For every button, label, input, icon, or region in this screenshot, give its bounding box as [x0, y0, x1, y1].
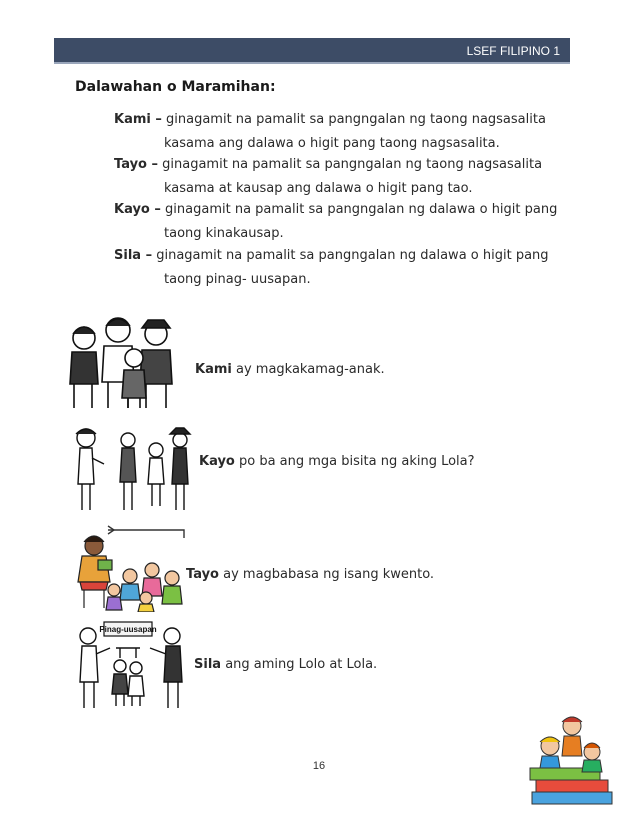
example-sila-pronoun: Sila	[194, 657, 222, 672]
family-group-illustration	[68, 312, 174, 410]
example-tayo-text: ay magbabasa ng isang kwento.	[218, 567, 435, 582]
visitors-illustration	[70, 424, 196, 514]
definition-kayo	[114, 202, 557, 217]
term-kayo: Kayo –	[114, 202, 161, 217]
term-tayo: Tayo –	[114, 157, 158, 172]
example-kami-pronoun: Kami	[195, 362, 232, 377]
storytelling-illustration	[68, 520, 190, 612]
example-kami-text: ay magkakamag-anak.	[231, 362, 385, 377]
example-sila-text: ang aming Lolo at Lola.	[221, 657, 378, 672]
page-number: 16	[312, 760, 326, 772]
definition-sila-line1: ginagamit na pamalit sa pangngalan ng dalawa o higit pang	[156, 248, 549, 263]
example-kayo-text: po ba ang mga bisita ng aking Lola?	[234, 454, 475, 469]
definition-kami	[114, 112, 546, 127]
example-kami	[195, 362, 385, 377]
example-tayo-pronoun: Tayo	[186, 567, 219, 582]
definition-kayo-line1: ginagamit na pamalit sa pangngalan ng dalawa o higit pang	[165, 202, 558, 217]
term-kami: Kami –	[114, 112, 162, 127]
definition-sila-line2: taong pinag- uusapan.	[164, 272, 311, 287]
sign-label: Pinag-uusapan	[99, 625, 157, 634]
definition-sila	[114, 248, 549, 263]
definition-tayo-line2: kasama at kausap ang dalawa o higit pang tao.	[164, 181, 473, 196]
definition-kami-line2: kasama ang dalawa o higit pang taong nagsasalita.	[164, 136, 500, 151]
section-title: Dalawahan o Maramihan:	[75, 79, 276, 95]
talked-about-illustration	[76, 618, 188, 710]
definition-tayo	[114, 157, 542, 172]
example-kayo-pronoun: Kayo	[199, 454, 235, 469]
definition-kami-line1: ginagamit na pamalit sa pangngalan ng taong nagsasalita	[166, 112, 546, 127]
example-tayo	[186, 567, 434, 582]
example-kayo	[199, 454, 475, 469]
header-title: LSEF FILIPINO 1	[466, 44, 560, 58]
term-sila: Sila –	[114, 248, 153, 263]
example-sila	[194, 657, 377, 672]
definition-tayo-line1: ginagamit na pamalit sa pangngalan ng taong nagsasalita	[162, 157, 543, 172]
definition-kayo-line2: taong kinakausap.	[164, 226, 284, 241]
header-bar	[54, 38, 570, 64]
